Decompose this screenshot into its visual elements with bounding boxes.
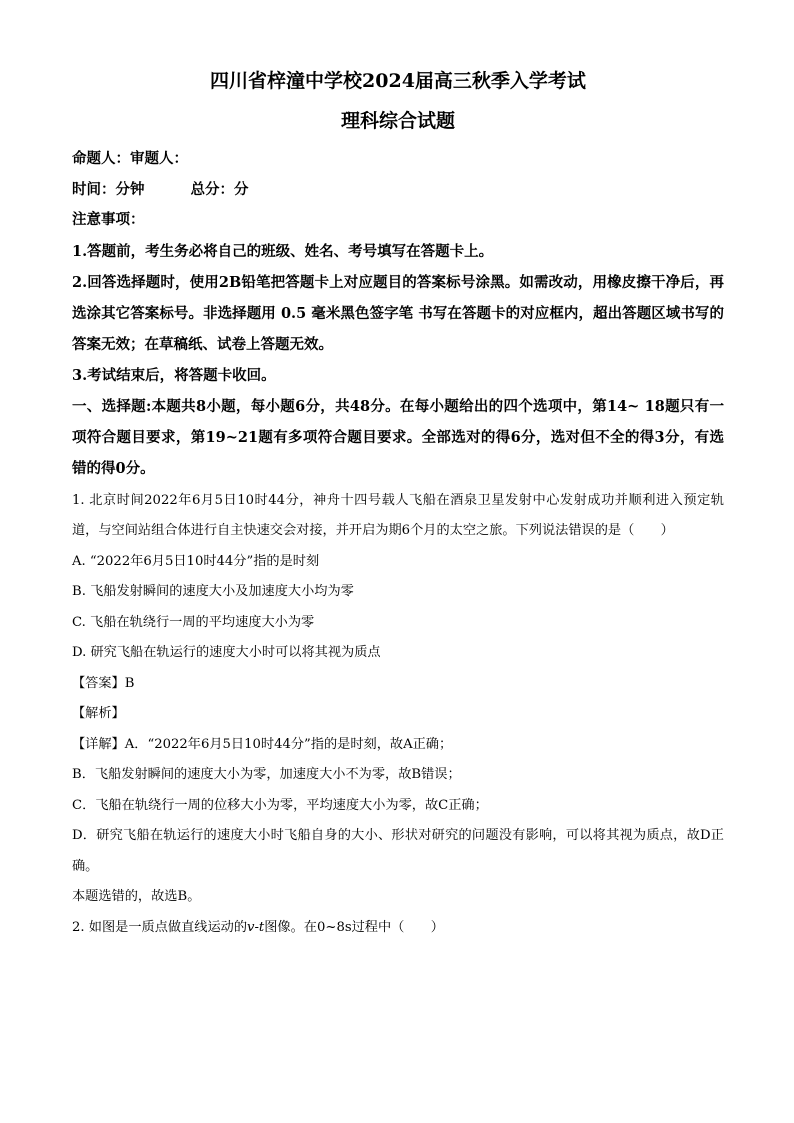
exam-title: 四川省梓潼中学校2024届高三秋季入学考试 <box>210 70 586 92</box>
section-heading: 一、选择题:本题共8小题，每小题6分，共48分。在每小题给出的四个选项中，第14~ 18题只有一项符合题目要求，第19~21题有多项符合题目要求。全部选对的得6分，选对但不全的得3分，有选错的得0分。 <box>72 397 724 477</box>
score-label: 总分：分 <box>190 180 249 198</box>
time-score-line <box>72 175 724 206</box>
notice-item: 2.回答选择题时，使用2B铅笔把答题卡上对应题目的答案标号涂黑。如需改动，用橡皮擦干净后，再选涂其它答案标号。非选择题用 0.5 毫米黑色签字笔 书写在答题卡的对应框内，超出答题区域书写的答案无效；在草稿纸、试卷上答题无效。 <box>72 273 724 353</box>
detail-line-d: D．研究飞船在轨运行的速度大小时飞船自身的大小、形状对研究的问题没有影响，可以将其视为质点，故D正确。 <box>72 828 724 874</box>
question-1-option-b: B. 飞船发射瞬间的速度大小及加速度大小均为零 <box>72 584 354 599</box>
notice-item: 1.答题前，考生务必将自己的班级、姓名、考号填写在答题卡上。 <box>72 242 494 260</box>
question-1-option-a: A. “2022年6月5日10时44分”指的是时刻 <box>72 553 320 569</box>
analysis-tag: 【解析】 <box>72 706 125 721</box>
author-line: 命题人：审题人： <box>72 150 188 167</box>
answer-tag: 【答案】 <box>72 675 125 691</box>
answer-value: B <box>124 675 135 691</box>
detail-line-a <box>72 730 724 761</box>
conclusion-line: 本题选错的，故选B。 <box>72 889 201 904</box>
detail-line-b: B．飞船发射瞬间的速度大小为零，加速度大小不为零，故B错误； <box>72 767 461 782</box>
question-1-option-d: D. 研究飞船在轨运行的速度大小时可以将其视为质点 <box>72 645 381 660</box>
question-1-option-c: C. 飞船在轨绕行一周的平均速度大小为零 <box>72 614 315 630</box>
question-2-prefix: 2. 如图是一质点做直线运动的 <box>72 919 248 935</box>
exam-subtitle: 理科综合试题 <box>340 110 455 132</box>
detail-tag: 【详解】 <box>72 736 125 752</box>
question-2-suffix: 图像。在0~8s过程中（ ） <box>264 919 444 935</box>
question-1-stem: 1. 北京时间2022年6月5日10时44分，神舟十四号载人飞船在酒泉卫星发射中心发射成功并顺利进入预定轨道，与空间站组合体进行自主快速交会对接，并开启为期6个月的太空之旅。下列说法错误的是（ ） <box>72 492 724 538</box>
detail-text: A．“2022年6月5日10时44分”指的是时刻，故A正确； <box>124 736 453 752</box>
question-2-stem <box>72 913 724 944</box>
notice-heading: 注意事项： <box>72 211 145 228</box>
detail-line-c: C．飞船在轨绕行一周的位移大小为零，平均速度大小为零，故C正确； <box>72 797 488 813</box>
question-2-variable: v-t <box>247 919 265 935</box>
notice-item: 3.考试结束后，将答题卡收回。 <box>72 366 276 384</box>
time-label: 时间：分钟 <box>72 180 145 198</box>
answer-line <box>72 669 724 700</box>
